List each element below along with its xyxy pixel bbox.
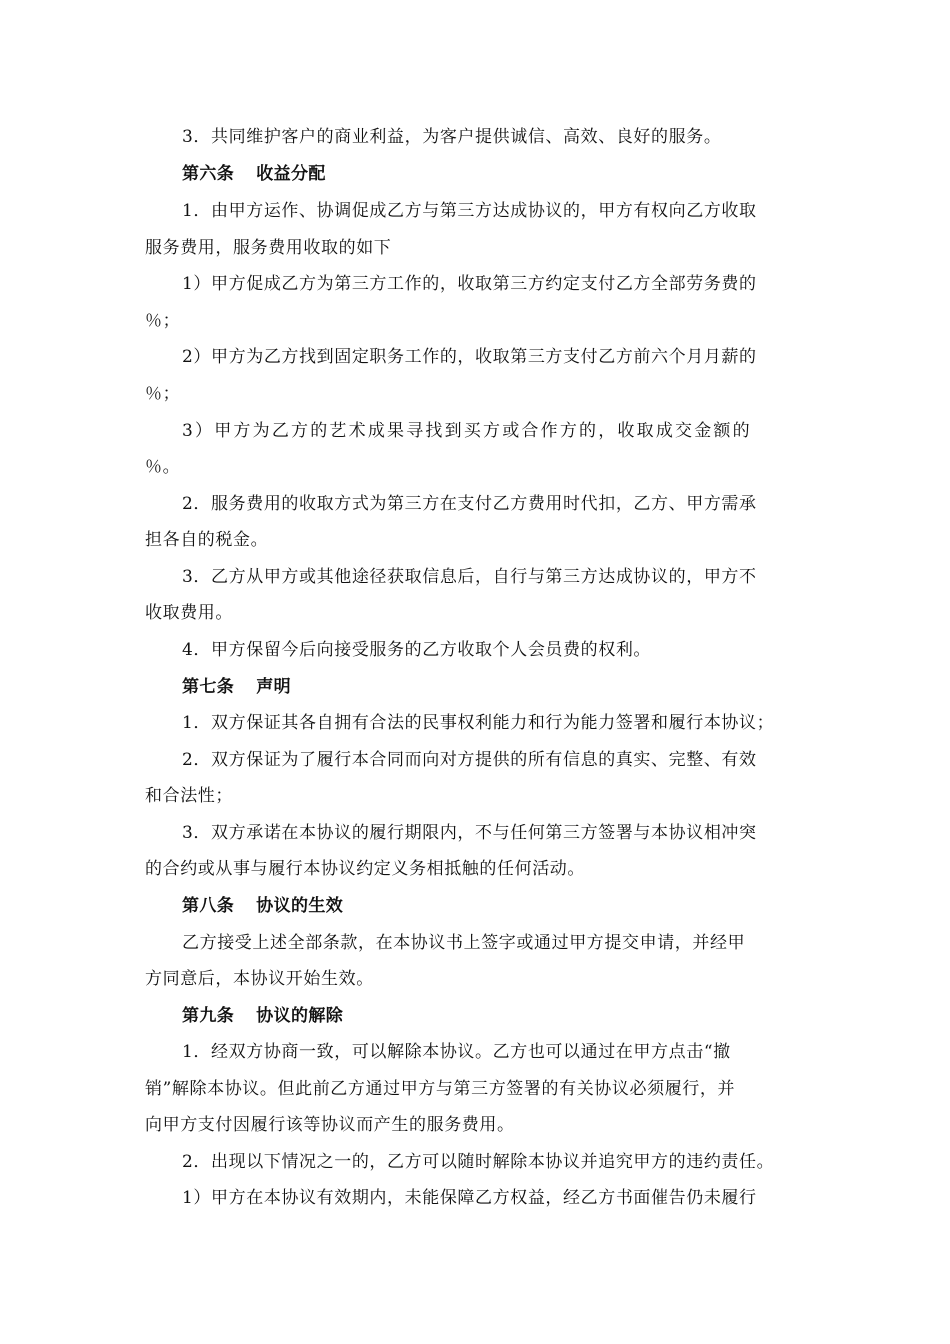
paragraph-line: 3．共同维护客户的商业利益，为客户提供诚信、高效、良好的服务。 <box>182 127 722 147</box>
paragraph-line: 和合法性； <box>145 786 233 806</box>
paragraph-line: ％。 <box>145 457 181 477</box>
paragraph-line: 收取费用。 <box>145 603 233 623</box>
paragraph-line: ％； <box>145 384 181 404</box>
paragraph-line: 服务费用，服务费用收取的如下 <box>145 238 392 258</box>
paragraph-line: 方同意后，本协议开始生效。 <box>145 969 374 989</box>
paragraph-line: 4．甲方保留今后向接受服务的乙方收取个人会员费的权利。 <box>182 640 652 660</box>
paragraph-line: 2）甲方为乙方找到固定职务工作的，收取第三方支付乙方前六个月月薪的 <box>182 347 757 367</box>
section-title: 协议的解除 <box>256 1006 344 1026</box>
paragraph-line: 1．经双方协商一致，可以解除本协议。乙方也可以通过在甲方点击“撤 <box>182 1042 731 1062</box>
paragraph-line: ％； <box>145 311 181 331</box>
section-heading <box>182 1004 852 1028</box>
paragraph-line: 3．乙方从甲方或其他途径获取信息后，自行与第三方达成协议的，甲方不 <box>182 567 757 587</box>
paragraph-line: 3）甲方为乙方的艺术成果寻找到买方或合作方的，收取成交金额的 <box>182 421 752 441</box>
paragraph-line: 1．由甲方运作、协调促成乙方与第三方达成协议的，甲方有权向乙方收取 <box>182 201 757 221</box>
section-title: 协议的生效 <box>256 896 344 916</box>
paragraph-line: 2．出现以下情况之一的，乙方可以随时解除本协议并追究甲方的违约责任。 <box>182 1152 775 1172</box>
paragraph-line: 担各自的税金。 <box>145 530 269 550</box>
section-number: 第八条 <box>182 896 235 916</box>
section-number: 第六条 <box>182 164 235 184</box>
section-title: 声明 <box>256 677 292 697</box>
section-title: 收益分配 <box>256 164 326 184</box>
paragraph-line: 乙方接受上述全部条款，在本协议书上签字或通过甲方提交申请，并经甲 <box>182 933 746 953</box>
paragraph-line: 2．服务费用的收取方式为第三方在支付乙方费用时代扣，乙方、甲方需承 <box>182 494 757 514</box>
paragraph-line: 1．双方保证其各自拥有合法的民事权利能力和行为能力签署和履行本协议； <box>182 713 775 733</box>
paragraph-line: 1）甲方促成乙方为第三方工作的，收取第三方约定支付乙方全部劳务费的 <box>182 274 757 294</box>
paragraph-line: 销”解除本协议。但此前乙方通过甲方与第三方签署的有关协议必须履行，并 <box>145 1079 736 1099</box>
section-heading <box>182 675 852 699</box>
paragraph-line: 向甲方支付因履行该等协议而产生的服务费用。 <box>145 1115 515 1135</box>
paragraph-line: 2．双方保证为了履行本合同而向对方提供的所有信息的真实、完整、有效 <box>182 750 757 770</box>
section-heading <box>182 162 852 186</box>
section-heading <box>182 894 852 918</box>
paragraph-line: 的合约或从事与履行本协议约定义务相抵触的任何活动。 <box>145 859 585 879</box>
paragraph-line: 1）甲方在本协议有效期内，未能保障乙方权益，经乙方书面催告仍未履行 <box>182 1188 757 1208</box>
section-number: 第七条 <box>182 677 235 697</box>
paragraph-line: 3．双方承诺在本协议的履行期限内，不与任何第三方签署与本协议相冲突 <box>182 823 757 843</box>
section-number: 第九条 <box>182 1006 235 1026</box>
